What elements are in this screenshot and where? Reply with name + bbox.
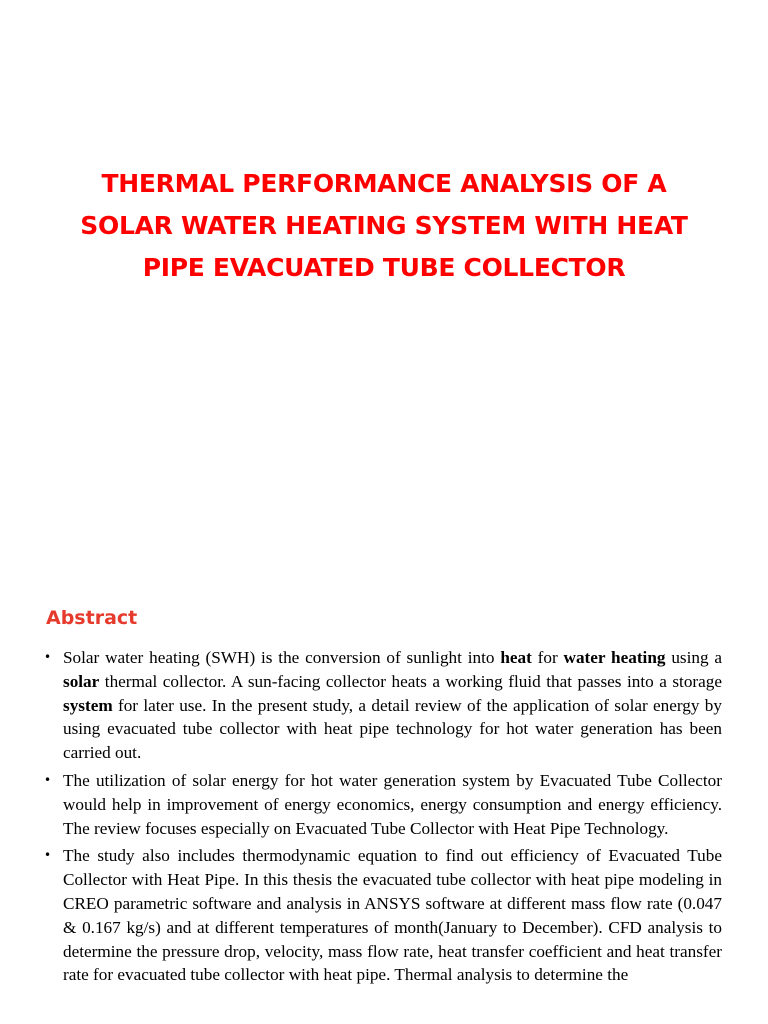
bold-solar: solar [63,671,100,691]
bullet-item-2 [44,769,722,840]
bullet-item-1 [44,646,722,765]
bullet-dot-icon: • [44,848,52,863]
bullet-3-text: The study also includes thermodynamic equation to find out efficiency of Evacuated Tube Collector with Heat Pipe. In this thesis the evacuated tube collector with heat pipe modeling in CREO parametric software and analysis in ANSYS software at different mass flow rate (0.047 & 0.167 kg/s) and at different temperatures of month(January to December). CFD analysis to determine the pressure drop, velocity, mass flow rate, heat transfer coefficient and heat transfer rate for evacuated tube collector with heat pipe. Thermal analysis to determine the [63,846,722,985]
title-line-3: PIPE EVACUATED TUBE COLLECTOR [142,253,626,282]
bullet-dot-icon: • [44,650,52,664]
document-title [40,163,728,289]
title-line-1: THERMAL PERFORMANCE ANALYSIS OF A [101,169,667,198]
bold-water-heating: water heating [563,648,666,667]
title-line-2: SOLAR WATER HEATING SYSTEM WITH HEAT [80,211,688,240]
abstract-bullet-list [44,646,722,991]
bullet-dot-icon: • [44,772,52,787]
bullet-1-text: Solar water heating (SWH) is the conversion of sunlight into heat for water heating using a solar thermal collector. A sun-facing collector heats a working fluid that passes into a storage system for later use. In the present study, a detail review of the application of solar energy by using evacuated tube collector with heat pipe technology for hot water generation has been carried out. [63,648,723,763]
bold-heat: heat [500,648,532,667]
bold-system: system [63,695,113,715]
abstract-heading: Abstract [46,607,138,629]
bullet-item-3 [44,844,722,987]
bullet-2-text: The utilization of solar energy for hot water generation system by Evacuated Tube Collector would help in improvement of energy economics, energy consumption and energy efficiency. The review focuses especially on Evacuated Tube Collector with Heat Pipe Technology. [63,770,722,838]
